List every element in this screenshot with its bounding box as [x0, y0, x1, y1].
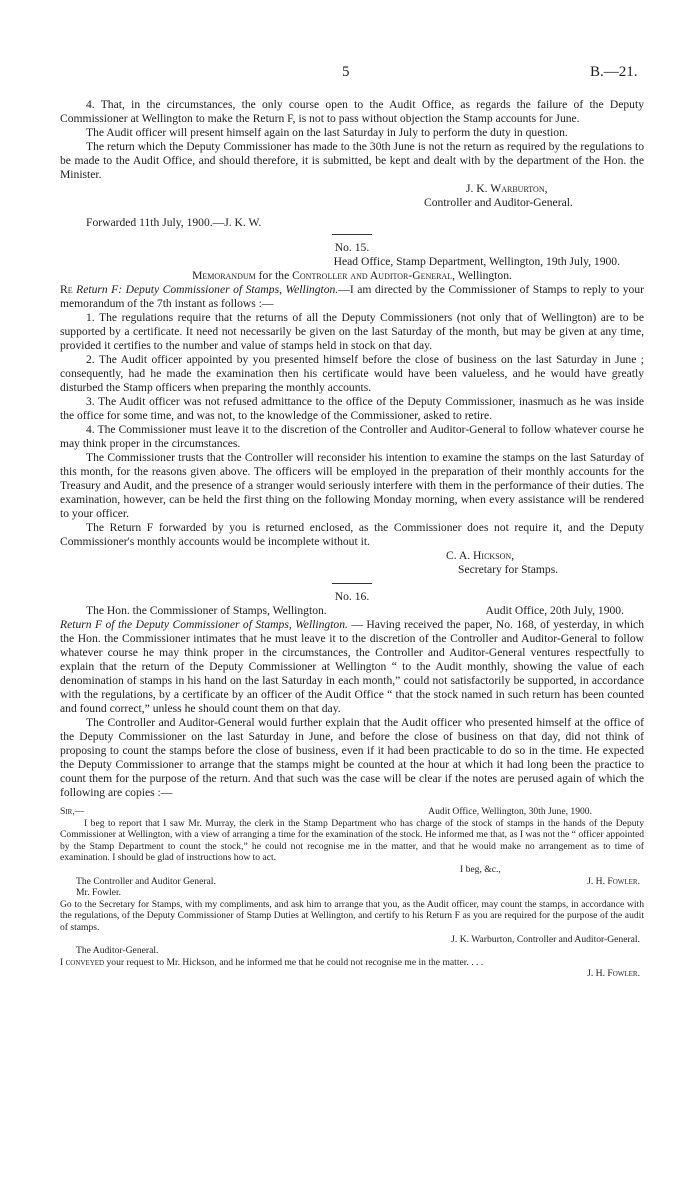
section-divider [332, 583, 372, 584]
paragraph: The Controller and Auditor-General would further explain that the Audit officer who presented himself at the office of the Deputy Commissioner on the last Saturday in June, and before the close of business on that day, did not think of proposing to count the stamps before the close of business, even if it had been practicable to do so in the time. He expected the Deputy Commissioner to arrange that the stamps might be counted at the hour at which it had long been the practice to count them for the purpose of the return. And that such was the case will be clear if the notes are perused again of which the following are copies :— [60, 716, 644, 799]
note-text: I conveyed your request to Mr. Hickson, and he informed me that he could not recognise me in the matter. . . . [60, 956, 484, 968]
note-close: I beg, &c., [460, 863, 501, 875]
note-text: I beg to report that I saw Mr. Murray, the clerk in the Stamp Department who has charge of the stock of stamps in the hands of the Deputy Commissioner at Wellington, with a view of arranging a time for the examination of the stock. He informed me that, as I was not the “ officer appointed by the Stamp Department to count the stock,” he could not recognise me in the matter, and that he would make no arrangement as to time of examination. I should be glad of instructions how to act. [60, 817, 644, 864]
note-text: Go to the Secretary for Stamps, with my compliments, and ask him to arrange that you, as the Audit officer, may count the stamps, in accordance with the regulations, of the Deputy Commissioner of Stamp Duties at Wellington, and certify to his Return F as you are required for the purpose of the audit of stamps. [60, 898, 644, 933]
paragraph: 3. The Audit officer was not refused admittance to the office of the Deputy Commissioner, inasmuch as he was inside the office for some time, and was not, to the knowledge of the Commissioner, asked to retire. [60, 395, 644, 422]
memo-heading: Memorandum for the Controller and Auditor-General, Wellington. [192, 269, 512, 282]
letter-heading [60, 604, 644, 618]
paragraph: 2. The Audit officer appointed by you presented himself before the close of business on the last Saturday in June ; consequently, had he made the examination then his certificate would have been valueless, and he would have greatly disturbed the Stamp officers when preparing the monthly accounts. [60, 353, 644, 394]
document-reference: B.—21. [590, 64, 638, 80]
notes-block [60, 806, 644, 980]
note-heading: Sir,— Audit Office, Wellington, 30th June, 1900. [60, 806, 592, 817]
signature-name: C. A. Hickson, [446, 549, 515, 562]
section-number: No. 16. [334, 590, 370, 603]
paragraph: The return which the Deputy Commissioner has made to the 30th June is not the return as required by the regulations to be made to the Audit Office, and should therefore, it is submitted, be kept and dealt with by the department of the Hon. the Minister. [60, 140, 644, 181]
page-header [0, 64, 700, 84]
note-addressee: Mr. Fowler. [76, 887, 122, 899]
signature-title: Controller and Auditor-General. [424, 196, 573, 209]
page-body [60, 98, 644, 980]
note-footer: The Controller and Auditor General. J. H. Fowler. [76, 875, 640, 887]
paragraph: 4. That, in the circumstances, the only course open to the Audit Office, as regards the failure of the Deputy Commissioner at Wellington to make the Return F, is not to pass without objection the Stamp accounts for June. [60, 98, 644, 125]
note-addressee: The Auditor-General. [76, 945, 159, 957]
page-number: 5 [342, 64, 350, 80]
addressee: The Hon. the Commissioner of Stamps, Wellington. [86, 604, 327, 617]
paragraph: The Commissioner trusts that the Controller will reconsider his intention to examine the stamps on the last Saturday of this month, for the reasons given above. The officers will be employed in the preparation of their monthly accounts for the Treasury and Audit, and the presence of a stranger would seriously interfere with them in the performance of their duties. The examination, however, can be held the first thing on the following Monday morning, when every assistance will be rendered to your officer. [60, 451, 644, 520]
paragraph: 1. The regulations require that the returns of all the Deputy Commissioners (not only that of Wellington) are to be supported by a certificate. It need not necessarily be given on the last Saturday of the month, but may be given at any time, provided it certifies to the number and value of stamps held in stock on that day. [60, 311, 644, 352]
memo-place-date: Head Office, Stamp Department, Wellington, 19th July, 1900. [333, 255, 620, 268]
section-number: No. 15. [334, 241, 370, 254]
forwarded-note: Forwarded 11th July, 1900.—J. K. W. [86, 216, 262, 229]
paragraph: Return F of the Deputy Commissioner of Stamps, Wellington. — Having received the paper, No. 168, of yesterday, in which the Hon. the Commissioner intimates that he must leave it to the discretion of the Controller and Auditor-General to follow whatever course he may think proper in the circumstances, the Controller and Auditor-General ventures respectfully to explain that the return of the Deputy Commissioner at Wellington “ to the Audit monthly, showing the value of each denomination of stamps in his hand on the last Saturday in each month,” could not satisfactorily be supported, in accordance with the regulations, by a certificate by an officer of the Audit Office “ that the stock named in such return has been counted and found correct,” unless he should count them on that day. [60, 618, 644, 715]
signature-name: J. K. Warburton, [466, 182, 548, 195]
paragraph: The Audit officer will present himself again on the last Saturday in July to perform the duty in question. [86, 126, 568, 139]
paragraph: The Return F forwarded by you is returned enclosed, as the Commissioner does not require it, and the Deputy Commissioner's monthly accounts would be incomplete without it. [60, 521, 644, 548]
paragraph: 4. The Commissioner must leave it to the discretion of the Controller and Auditor-General to follow whatever course he may think proper in the circumstances. [60, 423, 644, 450]
note-signature: J. K. Warburton, Controller and Auditor-General. [451, 933, 640, 945]
signature-title: Secretary for Stamps. [458, 563, 559, 576]
letter-place-date: Audit Office, 20th July, 1900. [485, 604, 624, 617]
section-divider [332, 234, 372, 235]
memo-subject: Re Return F: Deputy Commissioner of Stamps, Wellington.—I am directed by the Commissioner of Stamps to reply to your memorandum of the 7th instant as follows :— [60, 283, 644, 310]
note-signature: J. H. Fowler. [587, 968, 640, 980]
